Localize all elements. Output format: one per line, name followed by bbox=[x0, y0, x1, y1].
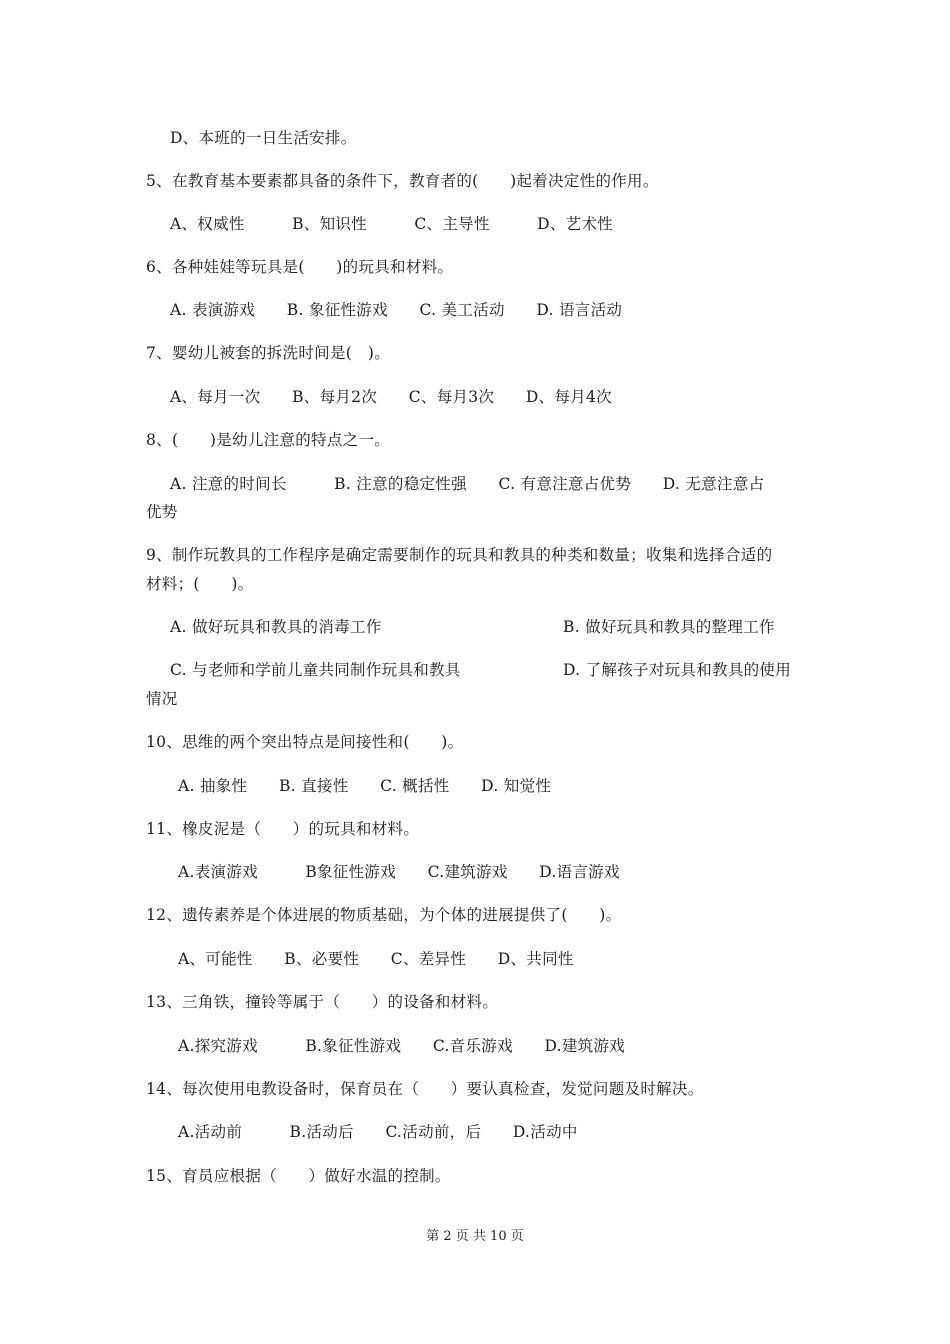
question-line-wrap: 材料；( )。 bbox=[146, 575, 254, 593]
option-line: B. 做好玩具和教具的整理工作 bbox=[563, 618, 775, 636]
page-footer: 第 2 页 共 10 页 bbox=[426, 1229, 524, 1244]
option-line: A. 注意的时间长 B. 注意的稳定性强 C. 有意注意占优势 D. 无意注意占 bbox=[170, 475, 765, 493]
question-line: 15、育员应根据（ ）做好水温的控制。 bbox=[146, 1167, 451, 1185]
question-line: 11、橡皮泥是（ ）的玩具和材料。 bbox=[146, 820, 420, 838]
option-line: A.探究游戏 B.象征性游戏 C.音乐游戏 D.建筑游戏 bbox=[178, 1037, 626, 1055]
question-line: 6、各种娃娃等玩具是( )的玩具和材料。 bbox=[146, 258, 454, 276]
option-line: D、本班的一日生活安排。 bbox=[170, 129, 357, 147]
option-line: A. 抽象性 B. 直接性 C. 概括性 D. 知觉性 bbox=[178, 777, 552, 795]
option-line: A.活动前 B.活动后 C.活动前，后 D.活动中 bbox=[178, 1123, 578, 1141]
option-line: D. 了解孩子对玩具和教具的使用 bbox=[563, 661, 792, 679]
option-line: A.表演游戏 B象征性游戏 C.建筑游戏 D.语言游戏 bbox=[178, 863, 620, 881]
option-line: A. 表演游戏 B. 象征性游戏 C. 美工活动 D. 语言活动 bbox=[170, 301, 623, 319]
question-line: 8、( )是幼儿注意的特点之一。 bbox=[146, 431, 391, 449]
option-line: A、可能性 B、必要性 C、差异性 D、共同性 bbox=[178, 950, 574, 968]
question-line: 14、每次使用电教设备时，保育员在（ ）要认真检查，发觉问题及时解决。 bbox=[146, 1080, 704, 1098]
option-line: A、每月一次 B、每月2次 C、每月3次 D、每月4次 bbox=[170, 388, 612, 406]
option-line: A. 做好玩具和教具的消毒工作 bbox=[170, 618, 382, 636]
question-line: 13、三角铁，撞铃等属于（ ）的设备和材料。 bbox=[146, 993, 499, 1011]
option-line: C. 与老师和学前儿童共同制作玩具和教具 bbox=[170, 661, 461, 679]
option-line-wrap: 情况 bbox=[146, 690, 178, 708]
question-line: 12、遗传素养是个体进展的物质基础，为个体的进展提供了( )。 bbox=[146, 906, 622, 924]
question-line: 9、制作玩教具的工作程序是确定需要制作的玩具和教具的种类和数量；收集和选择合适的 bbox=[146, 546, 773, 564]
option-line-wrap: 优势 bbox=[146, 503, 178, 521]
option-line: A、权威性 B、知识性 C、主导性 D、艺术性 bbox=[170, 215, 614, 233]
question-line: 10、思维的两个突出特点是间接性和( )。 bbox=[146, 733, 464, 751]
question-line: 5、在教育基本要素都具备的条件下，教育者的( )起着决定性的作用。 bbox=[146, 172, 659, 190]
question-line: 7、婴幼儿被套的拆洗时间是( )。 bbox=[146, 344, 391, 362]
